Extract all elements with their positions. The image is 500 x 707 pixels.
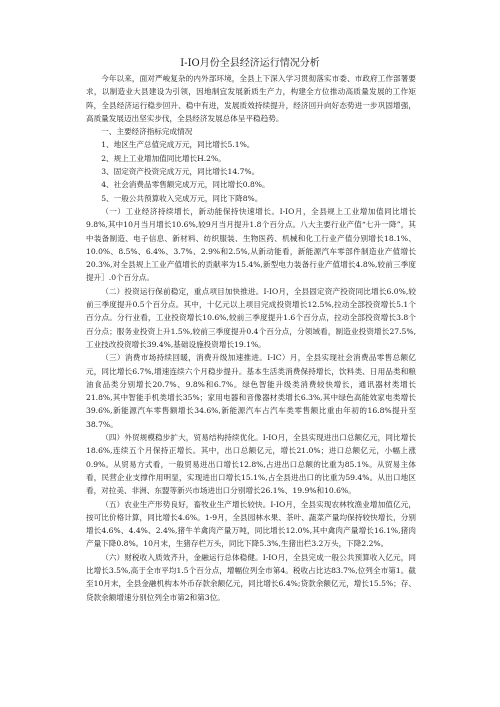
indicator-item: 4、社会消费品零售额完成万元，同比增长0.8%。 [101,180,270,190]
indicator-item: 1、地区生产总值完成万元，同比增长5.1%。 [101,140,255,150]
agriculture-paragraph: （五）农业生产形势良好，畜牧业生产增长较快。I-IO月，全县实现农林牧渔业增加值亿元，按可比价格计算，同比增长4.6%。1-9月，全县园林水果、茶叶、蔬菜产量均保持较快增长，分别增长4.6%、4.4%、2.4%,猪牛羊禽肉产量万吨，同比增长12.0%,其中禽肉产量增长16.1%,猪肉产量下降0.8%。10月末，生猪存栏万头，同比下降5.3%,生猪出栏3.2万头，下降2.2%。 [86,499,416,549]
document-body [86,72,416,604]
document-title: I-IO月份全县经济运行情况分析 [180,58,320,69]
industry-paragraph: （一）工业经济持续增长，新动能保持快速增长。I-IO月，全县规上工业增加值同比增长9.8%,其中10月当月增长10.6%,较9月当月提升1.8个百分点。八大主要行业产值“七升一降”，其中装备制造、电子信息、新材料、纺织服装、生物医药、机械和化工行业产值分别增长18.1%、10.0%、8.5%、6.4%、3.7%、2.9%和2.5%,从新动能看，新能源汽车零部件制造业产值增长20.3%,对全县规上工业产值增长的贡献率为15.4%,新型电力装备行业产值增长4.8%,较前三季度提升］.0个百分点。 [86,206,416,283]
indicator-item: 5、一般公共预算收入完成万元，同比下降8%。 [101,193,263,203]
section-heading: 一、主要经济指标完成情况 [101,127,193,137]
indicator-item: 2、规上工业增加值同比增长H.2%。 [101,153,226,163]
consumption-paragraph: （三）消费市场持续回暖，消费升级加速推进。I-IC）月，全县实现社会消费品零售总额亿元，同比增长6.7%,增速连续六个月稳步提升。基本生活类消费保持增长，饮料类、日用品类和粮油食品类分别增长20.7%、9.8%和6.7%。绿色智能升级类消费较快增长，通讯器材类增长21.8%,其中智能手机类增长35%；家用电器和音像器材类增长6.3%,其中绿色高能效家电类增长39.6%,新能源汽车零售额增长34.6%,新能源汽车占汽车类零售额比重由年初的16.8%提升至38.7%。 [86,353,416,429]
finance-paragraph: （六）财税收入质效齐升，金融运行总体稳健。I-IO月，全县完成一般公共预算收入亿元，同比增长3.5%,高于全市平均1.5个百分点，增幅位列全市第4。税收占比达83.7%,位列全市第1。截至10月末，全县金融机构本外币存款余额亿元，同比增长6.4%;贷款余额亿元，增长15.5%；存、贷款余额增速分别位列全市第2和第3位。 [86,552,416,602]
trade-paragraph: （四）外贸规模稳步扩大，贸易结构持续优化。I-IO月，全县实现进出口总额亿元，同比增长18.6%,连续五个月保持正增长。其中，出口总额亿元，增长21.0%；进口总额亿元，小幅上涨0.9%。从贸易方式看，一般贸易进出口增长12.8%,占进出口总额的比重为85.1%。从贸易主体看，民营企业支撑作用明显，实现进出口增长15.1%,占全县进出口的比重为59.4%。从出口地区看，对拉美、非洲、东盟等新兴市场进出口分别增长26.1%、19.9%和10.6%。 [86,433,416,496]
intro-paragraph: 今年以来，面对严峻复杂的内外部环境，全县上下深入学习贯彻落实市委、市政府工作部署要求，以制造业大县建设为引领，因地制宜发展新质生产力，构建全方位推动高质量发展的工作矩阵，全县经济运行稳步回升、稳中有进，发展质效持续提升，经济回升向好态势进一步巩固增强，高质量发展迈出坚实步伐，全县经济发展总体呈平稳趋势。 [86,74,416,123]
investment-paragraph: （二）投资运行保前稳定，重点项目加快推进。I-IO月，全县固定资产投资同比增长6.0%,较前三季度提升0.5个百分点。其中，十亿元以上项目完成投资增长12.5%,拉动全部投资增长5.1个百分点。分行业看，工业投资增长10.6%,较前三季度提升1.6个百分点，拉动全部投资增长3.8个百分点；服务业投资上升1.5%,较前三季度提升0.4个百分点，分领域看，制造业投资增长27.5%,工业技改投资增长39.4%,基础设施投资增长19.1%。 [86,286,416,349]
indicator-item: 3、固定资产投资完成万元，同比增长14.7%。 [101,167,260,177]
